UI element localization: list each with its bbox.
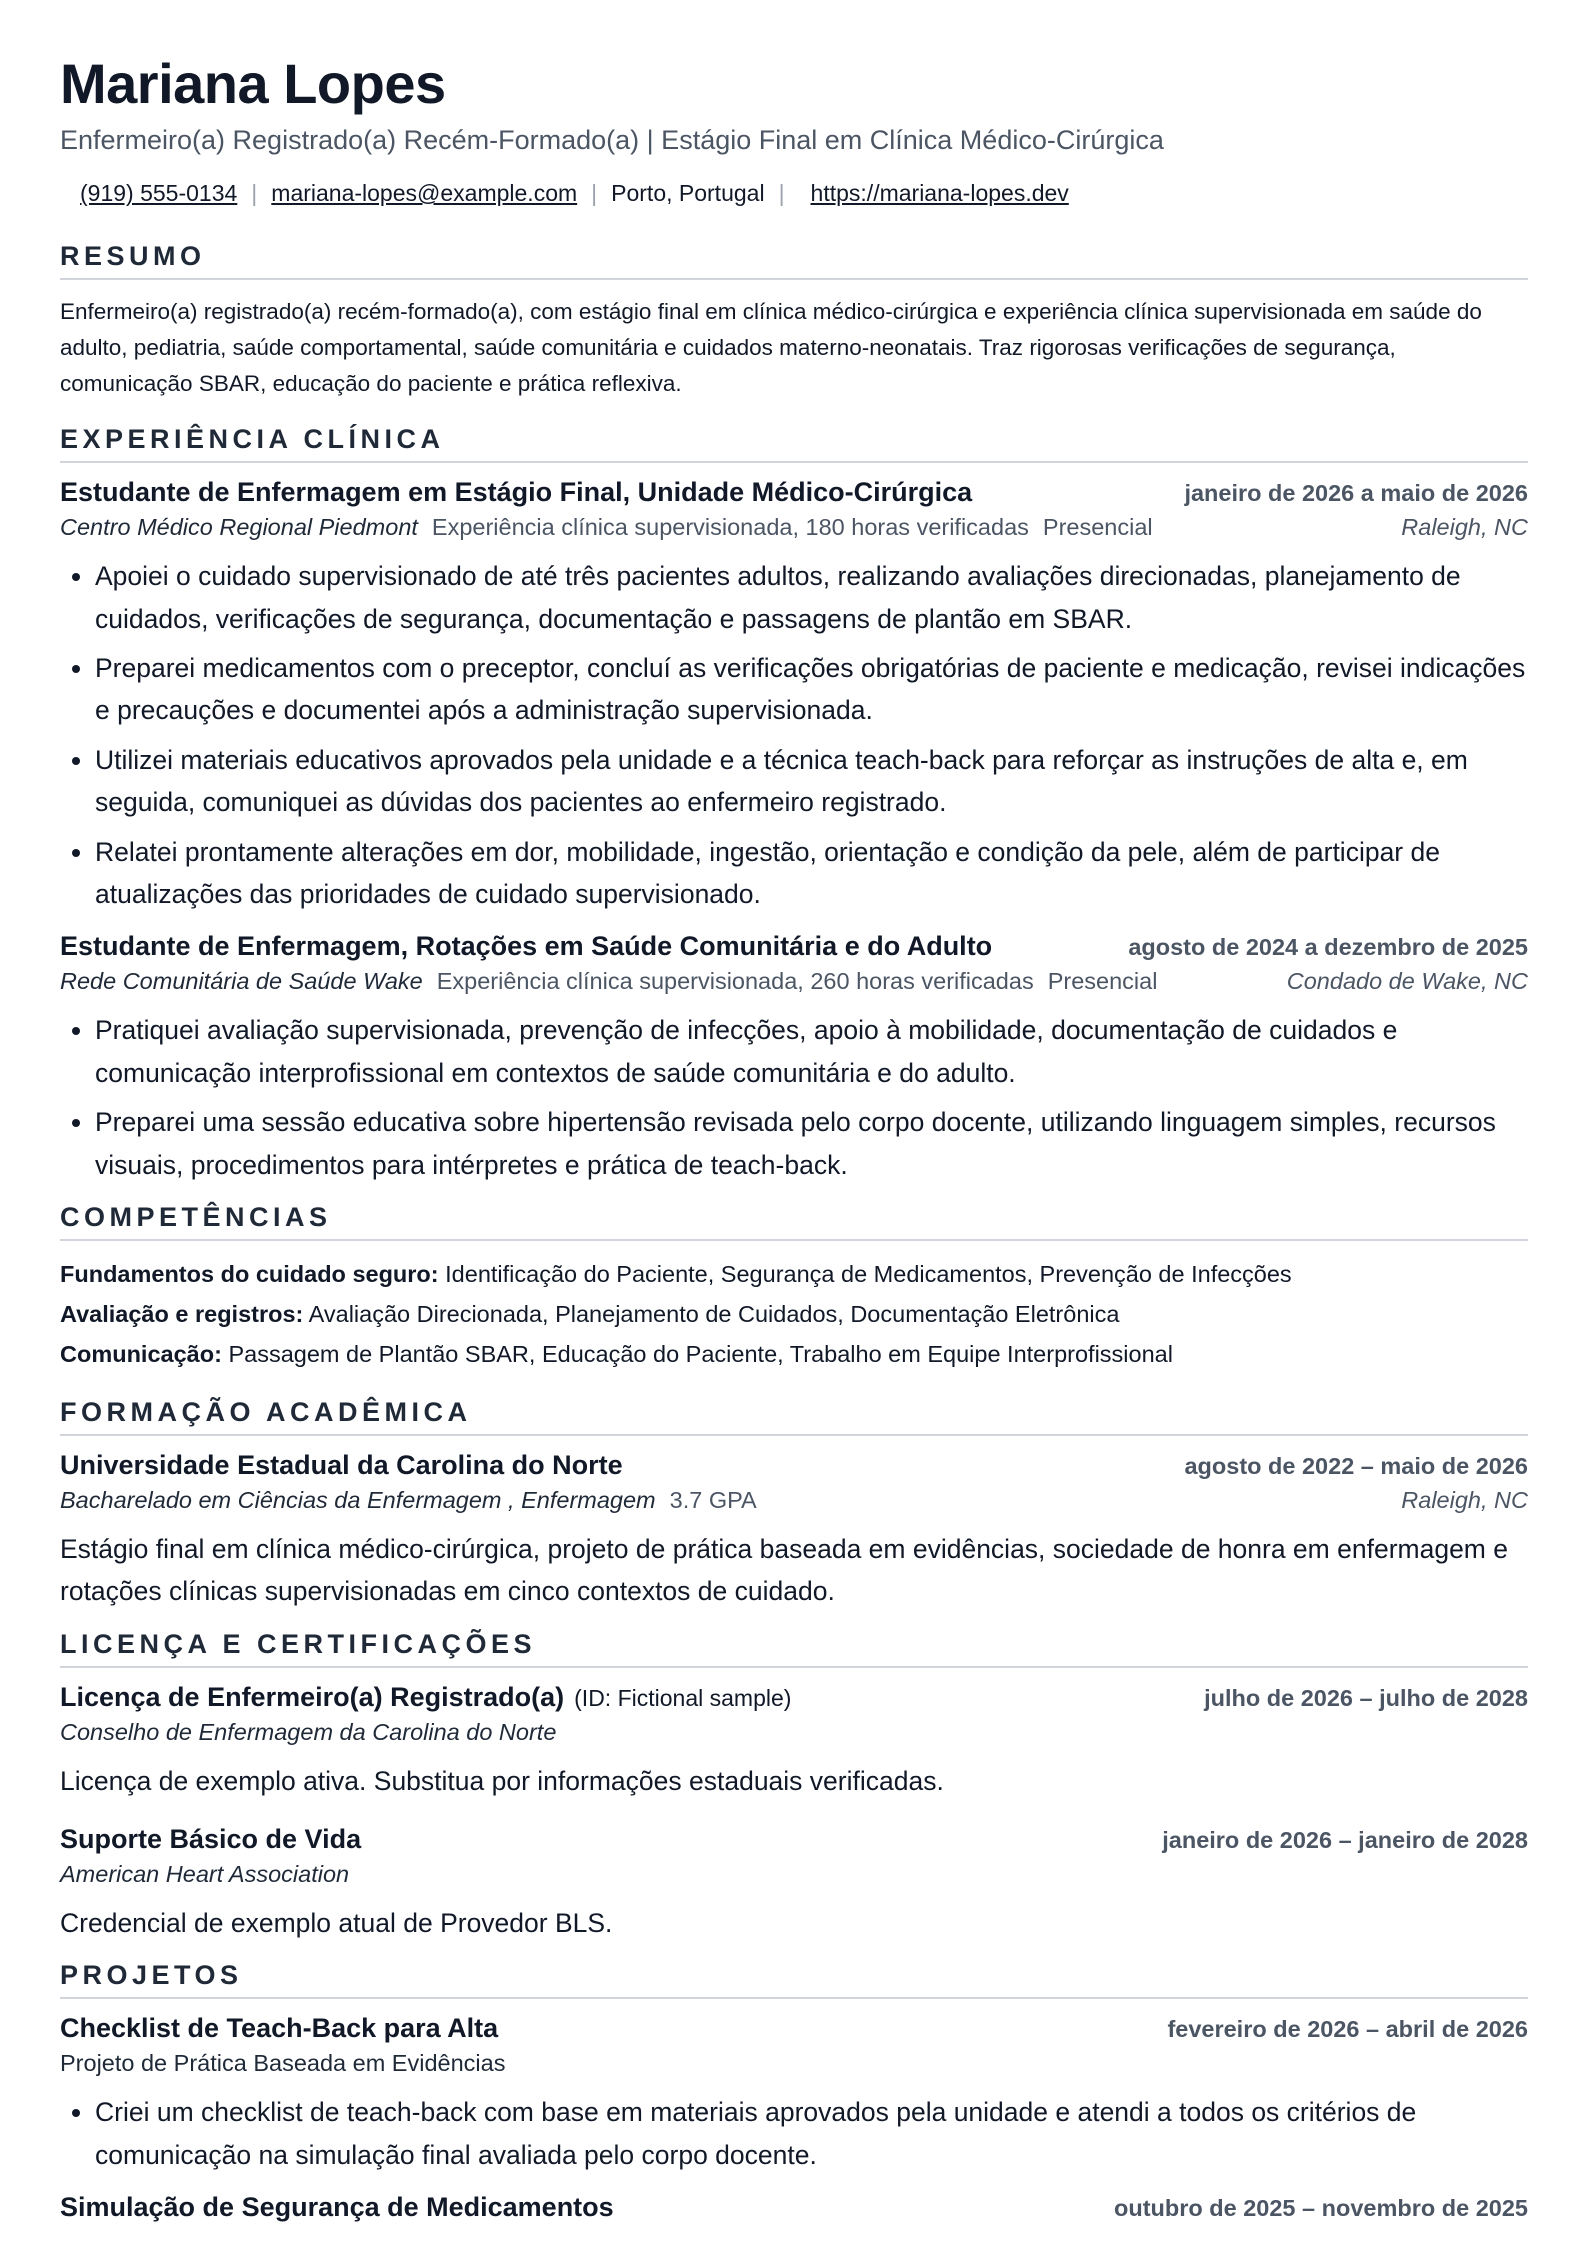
phone-link[interactable]: (919) 555-0134 <box>80 180 238 207</box>
section-title: RESUMO <box>60 241 1528 280</box>
project-entry <box>60 2013 1528 2176</box>
entry-dates: janeiro de 2026 a maio de 2026 <box>1184 480 1528 507</box>
email-link[interactable]: mariana-lopes@example.com <box>271 180 578 207</box>
license-entry <box>60 1682 1528 1802</box>
skill-row <box>60 1255 1528 1295</box>
list-item: • Preparei uma sessão educativa sobre hipertensão revisada pelo corpo docente, utilizando linguagem simples, recursos visuais, procedimentos para intérpretes e prática de teach-back. <box>95 1101 1528 1186</box>
project-entry <box>60 2192 1528 2223</box>
contact-bar <box>60 180 1528 207</box>
entry-dates: janeiro de 2026 – janeiro de 2028 <box>1162 1826 1528 1853</box>
license-name: Suporte Básico de Vida <box>60 1823 362 1854</box>
entry-org: Rede Comunitária de Saúde Wake <box>60 968 423 995</box>
degree: Bacharelado em Ciências da Enfermagem , Enfermagem <box>60 1486 656 1513</box>
summary-section <box>60 241 1528 402</box>
entry-dates: julho de 2026 – julho de 2028 <box>1204 1684 1528 1711</box>
summary-text: Enfermeiro(a) registrado(a) recém-formado(a), com estágio final em clínica médico-cirúrgica e experiência clínica supervisionada em saúde do adulto, pediatria, saúde comportamental, saúde comunitária e cuidados materno-neonatais. Traz rigorosas verificações de segurança, comunicação SBAR, educação do paciente e prática reflexiva. <box>60 299 1482 397</box>
bullet-list <box>60 1009 1528 1186</box>
entry-meta: Experiência clínica supervisionada, 180 horas verificadas <box>431 514 1029 541</box>
bullet-list <box>60 2091 1528 2176</box>
list-item: • Utilizei materiais educativos aprovados pela unidade e a técnica teach-back para reforçar as instruções de alta e, em seguida, comuniquei as dúvidas dos pacientes ao enfermeiro registrado. <box>95 739 1528 824</box>
list-item: • Criei um checklist de teach-back com base em materiais aprovados pela unidade e atendi a todos os critérios de comunicação na simulação final avaliada pelo corpo docente. <box>95 2091 1528 2176</box>
section-title: EXPERIÊNCIA CLÍNICA <box>60 424 1528 463</box>
license-name: Licença de Enfermeiro(a) Registrado(a) <box>60 1681 565 1712</box>
gpa: 3.7 GPA <box>669 1486 757 1513</box>
skills-section <box>60 1202 1528 1375</box>
skill-label: Fundamentos do cuidado seguro: <box>60 1260 439 1287</box>
license-description: Credencial de exemplo atual de Provedor BLS. <box>60 1907 613 1938</box>
entry-dates: outubro de 2025 – novembro de 2025 <box>1114 2195 1528 2222</box>
section-title: PROJETOS <box>60 1960 1528 1999</box>
list-item: • Relatei prontamente alterações em dor, mobilidade, ingestão, orientação e condição da pele, além de participar de atualizações das prioridades de cuidado supervisionado. <box>95 831 1528 916</box>
license-issuer: Conselho de Enfermagem da Carolina do Norte <box>60 1718 557 1745</box>
entry-dates: agosto de 2022 – maio de 2026 <box>1184 1452 1528 1479</box>
location-text: Porto, Portugal <box>611 180 765 207</box>
license-issuer: American Heart Association <box>60 1860 350 1887</box>
project-subtitle: Projeto de Prática Baseada em Evidências <box>60 2050 506 2077</box>
list-item: • Apoiei o cuidado supervisionado de até três pacientes adultos, realizando avaliações direcionadas, planejamento de cuidados, verificações de segurança, documentação e passagens de plantão em SBAR. <box>95 555 1528 640</box>
contact-separator: | <box>591 180 598 207</box>
entry-location: Raleigh, NC <box>1401 1486 1528 1513</box>
entry-dates: agosto de 2024 a dezembro de 2025 <box>1128 934 1528 961</box>
project-name: Checklist de Teach-Back para Alta <box>60 2013 499 2044</box>
experience-entry <box>60 931 1528 1186</box>
bullet-list <box>60 555 1528 915</box>
education-section <box>60 1397 1528 1613</box>
entry-meta: Experiência clínica supervisionada, 260 horas verificadas <box>436 968 1034 995</box>
contact-separator: | <box>778 180 785 207</box>
entry-org: Centro Médico Regional Piedmont <box>60 514 418 541</box>
skill-row <box>60 1295 1528 1335</box>
list-item: • Preparei medicamentos com o preceptor, concluí as verificações obrigatórias de paciente e medicação, revisei indicações e precauções e documentei após a administração supervisionada. <box>95 647 1528 732</box>
projects-section <box>60 1960 1528 2223</box>
contact-separator: | <box>251 180 258 207</box>
skill-value: Avaliação Direcionada, Planejamento de Cuidados, Documentação Eletrônica <box>308 1300 1120 1327</box>
project-name: Simulação de Segurança de Medicamentos <box>60 2192 614 2223</box>
section-title: LICENÇA E CERTIFICAÇÕES <box>60 1629 1528 1668</box>
entry-mode: Presencial <box>1047 968 1158 995</box>
experience-section <box>60 424 1528 1186</box>
skill-row <box>60 1335 1528 1375</box>
education-description: Estágio final em clínica médico-cirúrgica, projeto de prática baseada em evidências, sociedade de honra em enfermagem e rotações clínicas supervisionadas em cinco contextos de cuidado. <box>60 1533 1508 1607</box>
list-item: • Pratiquei avaliação supervisionada, prevenção de infecções, apoio à mobilidade, documentação de cuidados e comunicação interprofissional em contextos de saúde comunitária e do adulto. <box>95 1009 1528 1094</box>
entry-role: Estudante de Enfermagem em Estágio Final, Unidade Médico-Cirúrgica <box>60 477 973 508</box>
education-entry <box>60 1450 1528 1613</box>
skill-value: Passagem de Plantão SBAR, Educação do Paciente, Trabalho em Equipe Interprofissional <box>228 1340 1173 1367</box>
skill-value: Identificação do Paciente, Segurança de Medicamentos, Prevenção de Infecções <box>445 1260 1292 1287</box>
entry-location: Condado de Wake, NC <box>1286 968 1528 995</box>
license-credential: (ID: Fictional sample) <box>574 1684 792 1711</box>
school-name: Universidade Estadual da Carolina do Norte <box>60 1449 623 1480</box>
entry-mode: Presencial <box>1042 514 1153 541</box>
entry-dates: fevereiro de 2026 – abril de 2026 <box>1167 2016 1528 2043</box>
section-title: COMPETÊNCIAS <box>60 1202 1528 1241</box>
headline: Enfermeiro(a) Registrado(a) Recém-Formado(a) | Estágio Final em Clínica Médico-Cirúrgica <box>60 125 1164 156</box>
experience-entry <box>60 477 1528 915</box>
entry-location: Raleigh, NC <box>1401 514 1528 541</box>
skill-label: Avaliação e registros: <box>60 1300 304 1327</box>
skill-label: Comunicação: <box>60 1340 222 1367</box>
website-link[interactable]: https://mariana-lopes.dev <box>810 180 1069 207</box>
licenses-section <box>60 1629 1528 1945</box>
license-description: Licença de exemplo ativa. Substitua por informações estaduais verificadas. <box>60 1765 944 1796</box>
candidate-name: Mariana Lopes <box>60 52 446 115</box>
section-title: FORMAÇÃO ACADÊMICA <box>60 1397 1528 1436</box>
license-entry <box>60 1824 1528 1944</box>
entry-role: Estudante de Enfermagem, Rotações em Saúde Comunitária e do Adulto <box>60 931 993 962</box>
